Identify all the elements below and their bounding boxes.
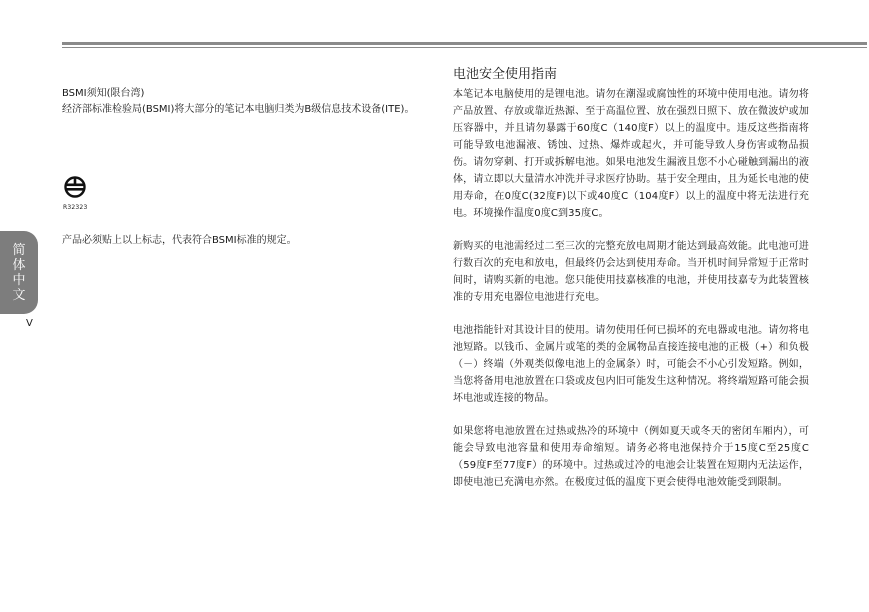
side-tab-char: 中 <box>12 273 26 288</box>
paragraph: 本笔记本电脑使用的是锂电池。请勿在潮湿或腐蚀性的环境中使用电池。请勿将产品放置、存放或靠近热源、至于高温位置、放在强烈日照下、放在微波炉或加压容器中，并且请勿暴露于60度C（140度F）以上的温度中。违反这些指南将可能导致电池漏液、锈蚀、过热、爆炸或起火，并可能导致人身伤害或物品损伤。请勿穿刺、打开或拆解电池。如果电池发生漏液且您不小心碰触到漏出的液体，请立即以大量清水冲洗并寻求医疗协助。基于安全理由，且为延长电池的使用寿命，在0度C(32度F)以下或40度C（104度F）以上的温度中将无法进行充电。环境操作温度0度C到35度C。 <box>453 89 809 219</box>
bsmi-notice <box>62 86 417 118</box>
section-title: 电池安全使用指南 <box>453 67 558 82</box>
page-number: V <box>26 318 33 329</box>
header-rule-thin <box>62 47 867 48</box>
label-note: 产品必须贴上以上标志，代表符合BSMI标准的规定。 <box>62 235 297 246</box>
side-tab-char: 体 <box>12 258 26 273</box>
side-tab-char: 文 <box>12 288 26 303</box>
paragraph: 电池指能针对其设计目的使用。请勿使用任何已损坏的充电器或电池。请勿将电池短路。以钱币、金属片或笔的类的金属物品直接连接电池的正极（+）和负极（－）终端（外观类似像电池上的金属条）时，可能会不小心引发短路。例如，当您将备用电池放置在口袋或皮包内旧可能发生这种情况。将终端短路可能会损坏电池或连接的物品。 <box>453 325 809 404</box>
side-tab-char: 简 <box>12 243 26 258</box>
battery-safety-section <box>453 66 809 507</box>
bsmi-body: 经济部标准检验局(BSMI)将大部分的笔记本电脑归类为B级信息技术设备(ITE)。 <box>62 104 415 115</box>
paragraph: 如果您将电池放置在过热或热冷的环境中（例如夏天或冬天的密闭车厢内），可能会导致电池容量和使用寿命缩短。请务必将电池保持介于15度C至25度C（59度F至77度F）的环境中。过热或过冷的电池会让装置在短期内无法运作，即使电池已充满电亦然。在极度过低的温度下更会使得电池效能受到限制。 <box>453 426 809 488</box>
bsmi-heading: BSMI须知(限台湾) <box>62 88 145 99</box>
bsmi-code: R32323 <box>63 204 88 211</box>
header-rule-thick <box>62 42 867 45</box>
paragraph: 新购买的电池需经过二至三次的完整充放电周期才能达到最高效能。此电池可进行数百次的充电和放电，但最终仍会达到使用寿命。当开机时间异常短于正常时间时，请购买新的电池。您只能使用技嘉核准的电池，并使用技嘉专为此装置核准的专用充电器位电池进行充电。 <box>453 241 809 303</box>
language-side-tab <box>0 231 38 314</box>
